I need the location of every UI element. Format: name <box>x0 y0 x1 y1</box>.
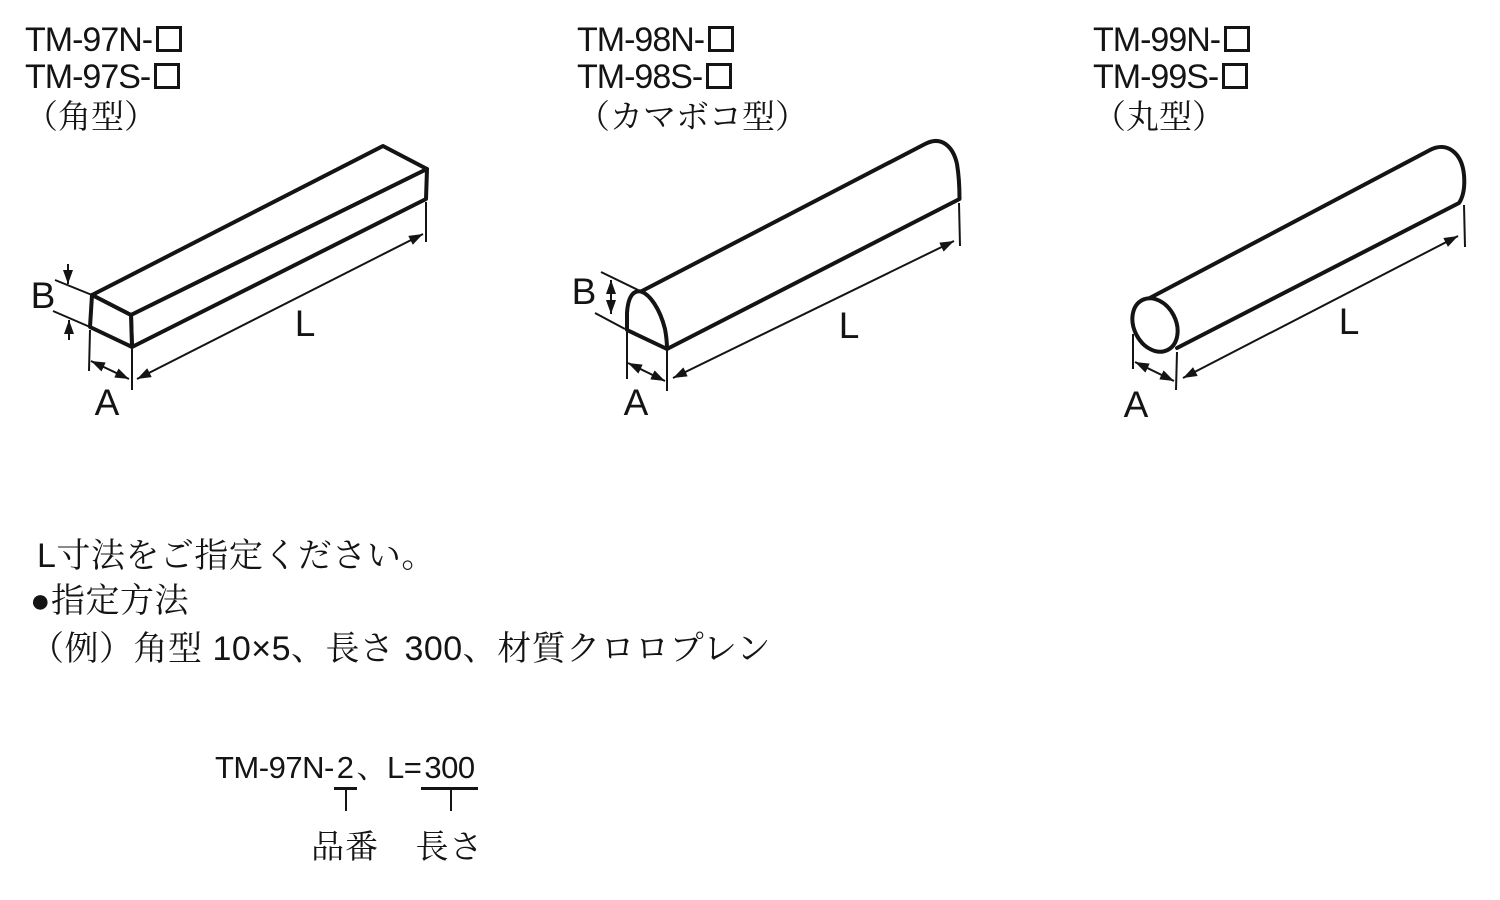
underlined-size-code <box>311 750 380 865</box>
ext-line <box>53 311 90 327</box>
dim-label-a: A <box>1123 384 1149 425</box>
length-value: 300 <box>424 750 475 785</box>
product-header-round <box>1093 22 1250 135</box>
length-instruction: L寸法をご指定ください。 <box>37 537 436 575</box>
model-code: TM-97S- <box>25 58 151 96</box>
dim-label-a: A <box>94 382 120 423</box>
ext-line <box>1464 205 1465 247</box>
size-placeholder-box <box>1222 63 1248 89</box>
size-placeholder-box <box>156 26 182 52</box>
model-number <box>1093 59 1250 96</box>
dim-label-l: L <box>838 305 860 346</box>
ext-line <box>1176 352 1177 390</box>
round-bar-drawing <box>1124 147 1465 425</box>
model-code: TM-98S- <box>577 58 703 96</box>
shape-type-label: （カマボコ型） <box>577 98 808 135</box>
model-number <box>1093 22 1250 59</box>
method-heading: ●指定方法 <box>30 582 190 620</box>
model-code: TM-99N- <box>1093 21 1221 59</box>
product-header-halfround <box>577 22 808 135</box>
model-code: TM-97N- <box>25 21 153 59</box>
dim-label-l: L <box>1338 301 1360 342</box>
dim-arrow-a <box>1135 362 1174 381</box>
square-bar-drawing <box>31 146 427 423</box>
leader-line <box>450 787 452 811</box>
dim-arrow-a <box>628 363 665 381</box>
part-number-label: 品番 <box>311 828 380 865</box>
size-placeholder-box <box>154 63 180 89</box>
dim-label-l: L <box>294 303 316 344</box>
order-code-separator: 、L= <box>356 750 422 785</box>
ext-line <box>959 203 960 246</box>
leader-line <box>345 787 347 811</box>
model-code: TM-99S- <box>1093 58 1219 96</box>
square-bar-top-face <box>92 146 427 315</box>
ext-line <box>55 280 92 295</box>
order-code-example <box>215 742 484 865</box>
size-placeholder-box <box>1224 26 1250 52</box>
model-number <box>577 59 808 96</box>
size-placeholder-box <box>706 63 732 89</box>
size-code: 2 <box>336 750 354 785</box>
dim-label-a: A <box>623 382 649 423</box>
order-example-text: （例）角型 10×5、長さ 300、材質クロロプレン <box>30 630 771 668</box>
halfround-bar-drawing <box>572 141 960 423</box>
model-number <box>25 22 182 59</box>
order-code-prefix: TM-97N- <box>215 750 334 785</box>
model-number <box>25 59 182 96</box>
shape-type-label: （角型） <box>25 98 157 135</box>
dim-arrow-a <box>91 361 129 379</box>
dim-label-b: B <box>571 271 597 312</box>
product-header-square <box>25 22 182 135</box>
dim-label-b: B <box>30 275 56 316</box>
shape-type-label: （丸型） <box>1093 98 1225 135</box>
halfround-bar-body <box>627 141 960 349</box>
model-code: TM-98N- <box>577 21 705 59</box>
size-placeholder-box <box>708 26 734 52</box>
ext-line <box>601 272 638 290</box>
model-number <box>577 22 808 59</box>
round-bar-body-fill <box>1146 147 1464 348</box>
underlined-length-value <box>415 750 484 865</box>
ext-line <box>89 330 90 371</box>
length-label: 長さ <box>415 828 484 865</box>
ext-line <box>595 313 625 329</box>
